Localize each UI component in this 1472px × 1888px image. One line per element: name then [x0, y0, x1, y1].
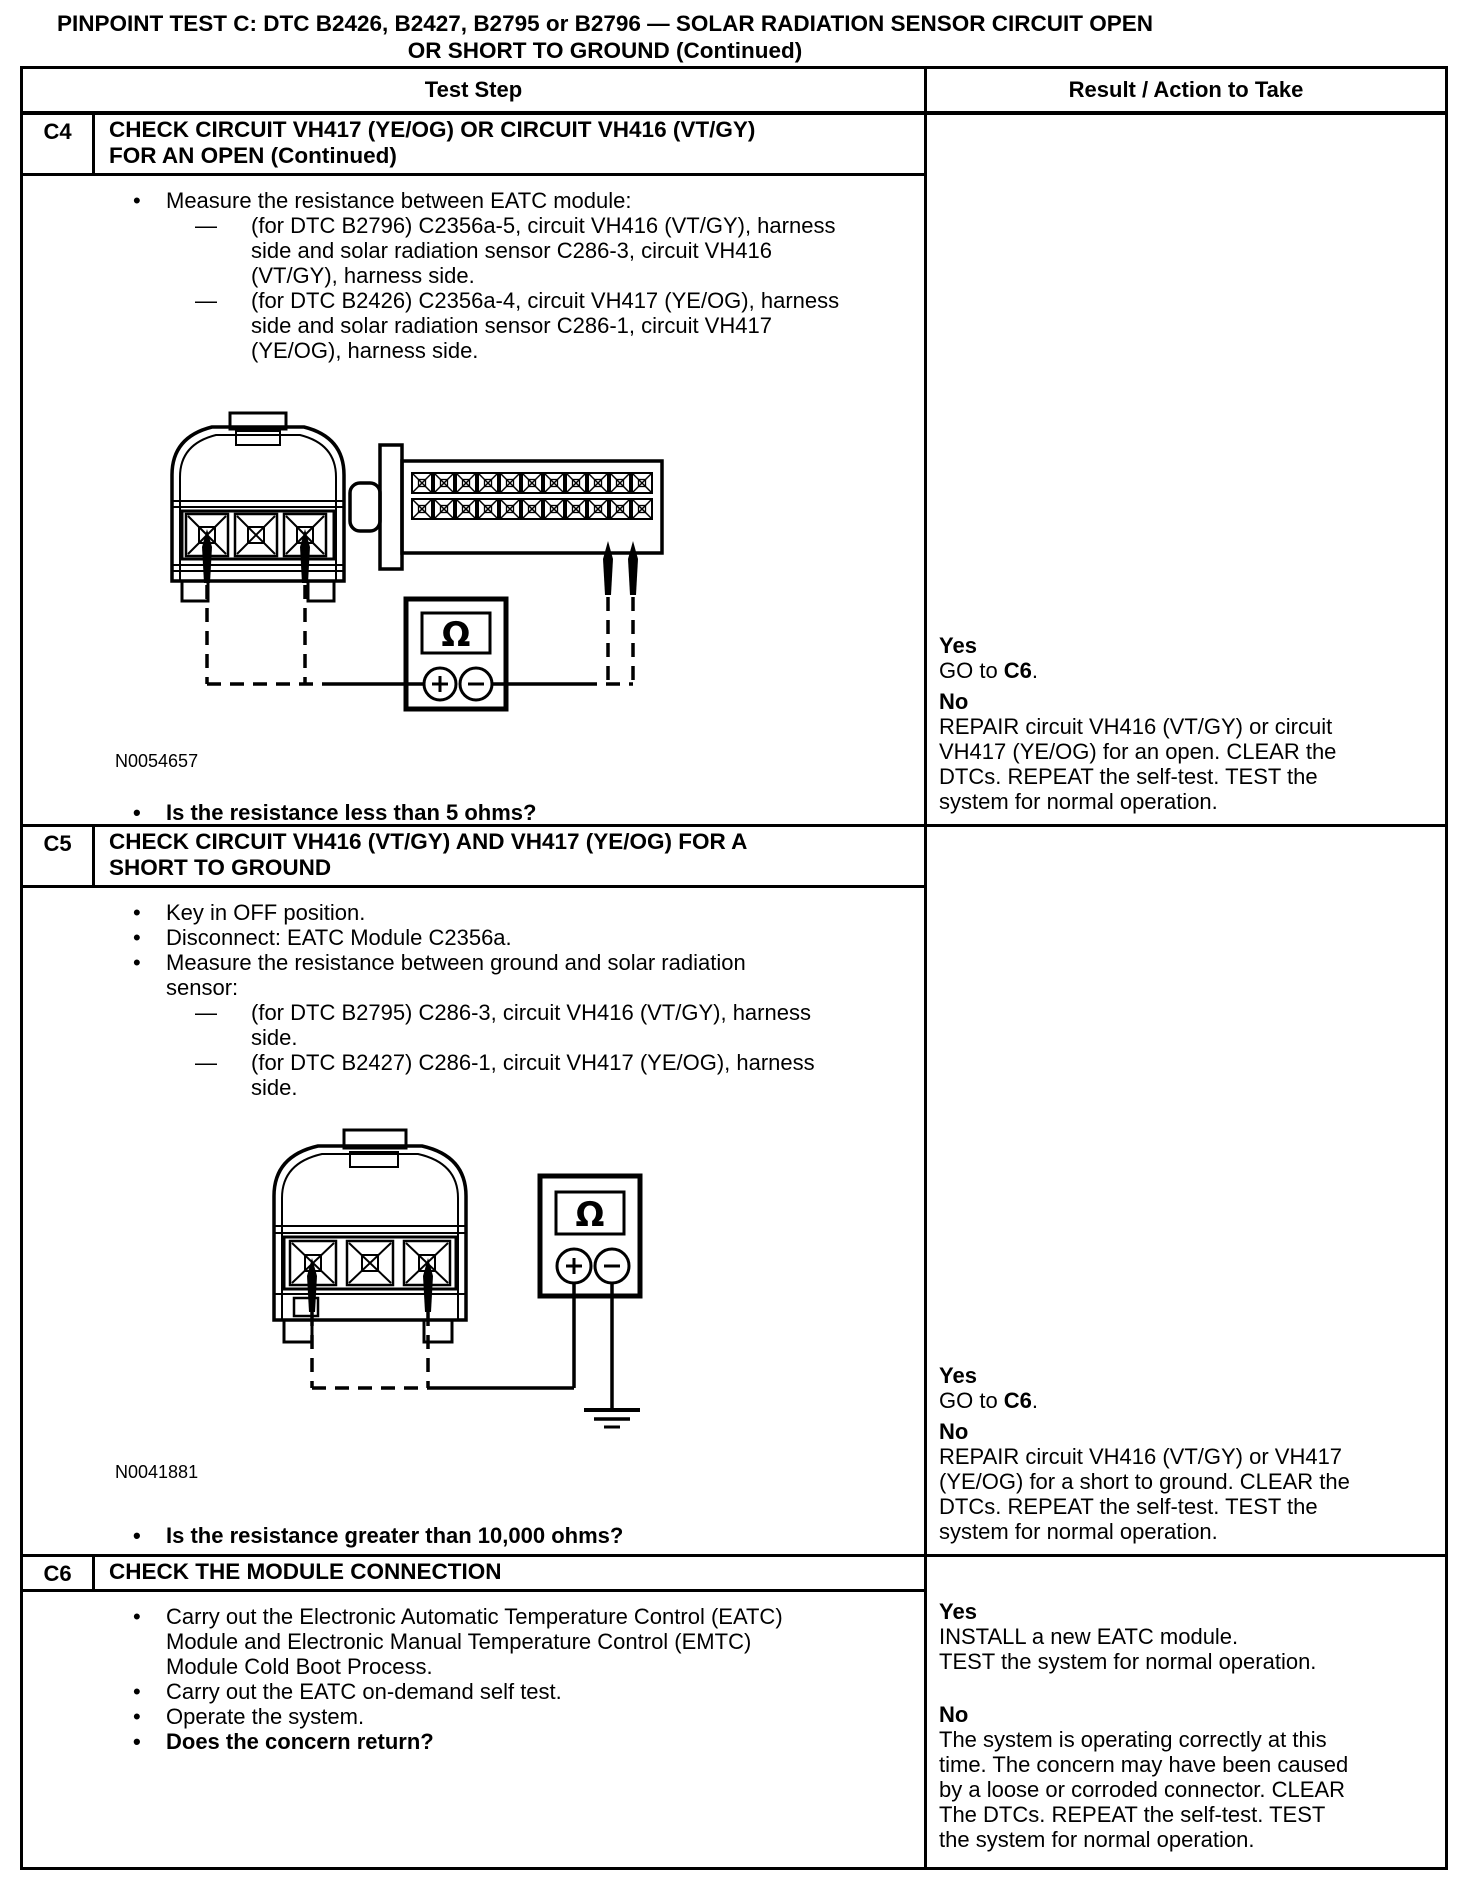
c4-no-block: No REPAIR circuit VH416 (VT/GY) or circuit VH417 (YE/OG) for an open. CLEAR the DTCs. REPEAT the self-test. TEST the system for normal operation.: [939, 689, 1435, 814]
c6-step-title: CHECK THE MODULE CONNECTION: [109, 1559, 502, 1584]
c6-step-number: C6: [23, 1557, 95, 1589]
column-header-result: Result / Action to Take: [1068, 77, 1304, 102]
c4-step-title-line: CHECK CIRCUIT VH417 (YE/OG) OR CIRCUIT VH416 (VT/GY): [109, 117, 756, 142]
c4-subitem-2-text: (for DTC B2426) C2356a-4, circuit VH417 (YE/OG), harness side and solar radiation sensor C286-1, circuit VH417 (YE/OG), harness side.: [251, 288, 840, 363]
bullet-marker: •: [133, 1604, 141, 1629]
page-title-line2: OR SHORT TO GROUND (Continued): [407, 38, 803, 63]
c6-result-cell: [927, 1557, 1445, 1867]
c5-step-body: [23, 888, 924, 1554]
page-title-line1: PINPOINT TEST C: DTC B2426, B2427, B2795 or B2796 — SOLAR RADIATION SENSOR CIRCUIT OPEN: [56, 11, 1154, 36]
c4-yes-label: Yes: [939, 633, 977, 658]
c4-no-label: No: [939, 689, 969, 714]
sensor-connector: [274, 1130, 466, 1342]
c4-bullet-text: Measure the resistance between EATC module:: [166, 188, 632, 213]
bullet-marker: •: [133, 1704, 141, 1729]
c6-bullet-self-test: • Carry out the EATC on-demand self test.: [133, 1679, 562, 1704]
c4-subitem-1: [23, 213, 924, 288]
dash-marker: —: [195, 213, 217, 238]
test-probe: [628, 541, 638, 595]
bullet-marker: •: [133, 950, 141, 975]
c6-test-step-cell: [23, 1557, 927, 1867]
ohmmeter: [540, 1176, 640, 1296]
c6-no-block: No The system is operating correctly at this time. The concern may have been caused by a loose or corroded connector. CLEAR The DTCs. REPEAT the self-test. TEST the system for normal operation.: [939, 1702, 1435, 1852]
c5-bullet-key-off: • Key in OFF position.: [133, 900, 366, 925]
c4-question-text: Is the resistance less than 5 ohms?: [166, 800, 537, 824]
ohmmeter: [406, 599, 506, 709]
c5-no-block: No REPAIR circuit VH416 (VT/GY) or VH417 (YE/OG) for a short to ground. CLEAR the DTCs. REPEAT the self-test. TEST the system for normal operation.: [939, 1419, 1435, 1544]
c6-bullet-operate: • Operate the system.: [133, 1704, 365, 1729]
c4-subitem-1-text: (for DTC B2796) C2356a-5, circuit VH416 (VT/GY), harness side and solar radiation sensor C286-3, circuit VH416 (VT/GY), harness side.: [251, 213, 836, 288]
column-header-test-step: Test Step: [23, 69, 927, 111]
c5-step-title: CHECK CIRCUIT VH416 (VT/GY) AND VH417 (YE/OG) FOR A SHORT TO GROUND: [109, 829, 748, 880]
sensor-connector: [172, 413, 344, 601]
c4-yes-block: [939, 633, 1435, 683]
dash-marker: —: [195, 1050, 217, 1075]
omega-symbol: Ω: [441, 615, 471, 655]
test-leads: [312, 1283, 612, 1410]
page-title: [30, 10, 1180, 64]
c4-wiring-figure: [128, 407, 668, 735]
bullet-marker: •: [133, 1523, 141, 1548]
table-header-row: [23, 69, 1445, 115]
ground-icon: [584, 1410, 640, 1427]
c4-step-header: [23, 115, 924, 176]
table-row-c5: [23, 827, 1445, 1557]
c5-step-number: C5: [23, 827, 95, 885]
c5-bullet-disconnect: • Disconnect: EATC Module C2356a.: [133, 925, 512, 950]
c6-yes-block: Yes INSTALL a new EATC module. TEST the system for normal operation.: [939, 1599, 1435, 1674]
c5-bullet-measure-text: Measure the resistance between ground and solar radiation sensor:: [166, 950, 746, 1000]
omega-symbol: Ω: [575, 1195, 605, 1235]
c4-step-title: [95, 115, 924, 173]
c6-step-header: [23, 1557, 924, 1592]
c6-question: [23, 1729, 924, 1754]
c5-yes-label: Yes: [939, 1363, 977, 1388]
c4-figure-label: N0054657: [115, 751, 199, 771]
dash-marker: —: [195, 288, 217, 313]
bullet-marker: •: [133, 188, 141, 213]
c5-figure-label: N0041881: [115, 1462, 199, 1482]
c5-wiring-figure: [240, 1126, 660, 1446]
bullet-marker: •: [133, 800, 141, 824]
c5-step-header: [23, 827, 924, 888]
c6-question-text: Does the concern return?: [166, 1729, 434, 1754]
c6-step-body: [23, 1592, 924, 1867]
pinpoint-test-table: [20, 66, 1448, 1870]
c5-bullet-measure: [23, 950, 924, 1000]
c5-test-step-cell: [23, 827, 927, 1554]
c5-yes-action: GO to C6.: [939, 1388, 1039, 1413]
c5-subitem-1-text: (for DTC B2795) C286-3, circuit VH416 (VT/GY), harness side.: [251, 1000, 811, 1050]
bullet-marker: •: [133, 900, 141, 925]
c5-question: [23, 1523, 924, 1548]
test-probe: [603, 541, 613, 595]
dash-marker: —: [195, 1000, 217, 1025]
c4-result-cell: [927, 115, 1445, 824]
c5-subitem-1: [23, 1000, 924, 1050]
c5-subitem-2-text: (for DTC B2427) C286-1, circuit VH417 (YE/OG), harness side.: [251, 1050, 815, 1100]
c5-circuit-diagram: [240, 1126, 924, 1446]
c5-no-label: No: [939, 1419, 969, 1444]
table-row-c6: [23, 1557, 1445, 1867]
c4-circuit-diagram: [128, 407, 924, 735]
c5-question-text: Is the resistance greater than 10,000 ohms?: [166, 1523, 624, 1548]
bullet-marker: •: [133, 925, 141, 950]
module-connector: [350, 445, 662, 595]
c4-question: [23, 800, 924, 824]
c6-yes-label: Yes: [939, 1599, 977, 1624]
c4-step-number: C4: [23, 115, 95, 173]
c4-subitem-2: [23, 288, 924, 363]
c5-result-cell: [927, 827, 1445, 1554]
c4-test-step-cell: [23, 115, 927, 824]
c5-yes-block: [939, 1363, 1435, 1413]
c4-step-title-line: FOR AN OPEN (Continued): [109, 143, 397, 168]
table-row-c4: [23, 115, 1445, 827]
c4-yes-action: GO to C6.: [939, 658, 1039, 683]
c6-no-label: No: [939, 1702, 969, 1727]
bullet-marker: •: [133, 1679, 141, 1704]
c6-bullet-cold-boot-text: Carry out the Electronic Automatic Temperature Control (EATC) Module and Electronic Manual Temperature Control (EMTC) Module Cold Boot Process.: [166, 1604, 783, 1679]
bullet-marker: •: [133, 1729, 141, 1754]
c5-subitem-2: [23, 1050, 924, 1100]
c4-bullet-measure: [23, 188, 924, 213]
c6-bullet-cold-boot: [23, 1604, 924, 1679]
c4-step-body: [23, 176, 924, 824]
